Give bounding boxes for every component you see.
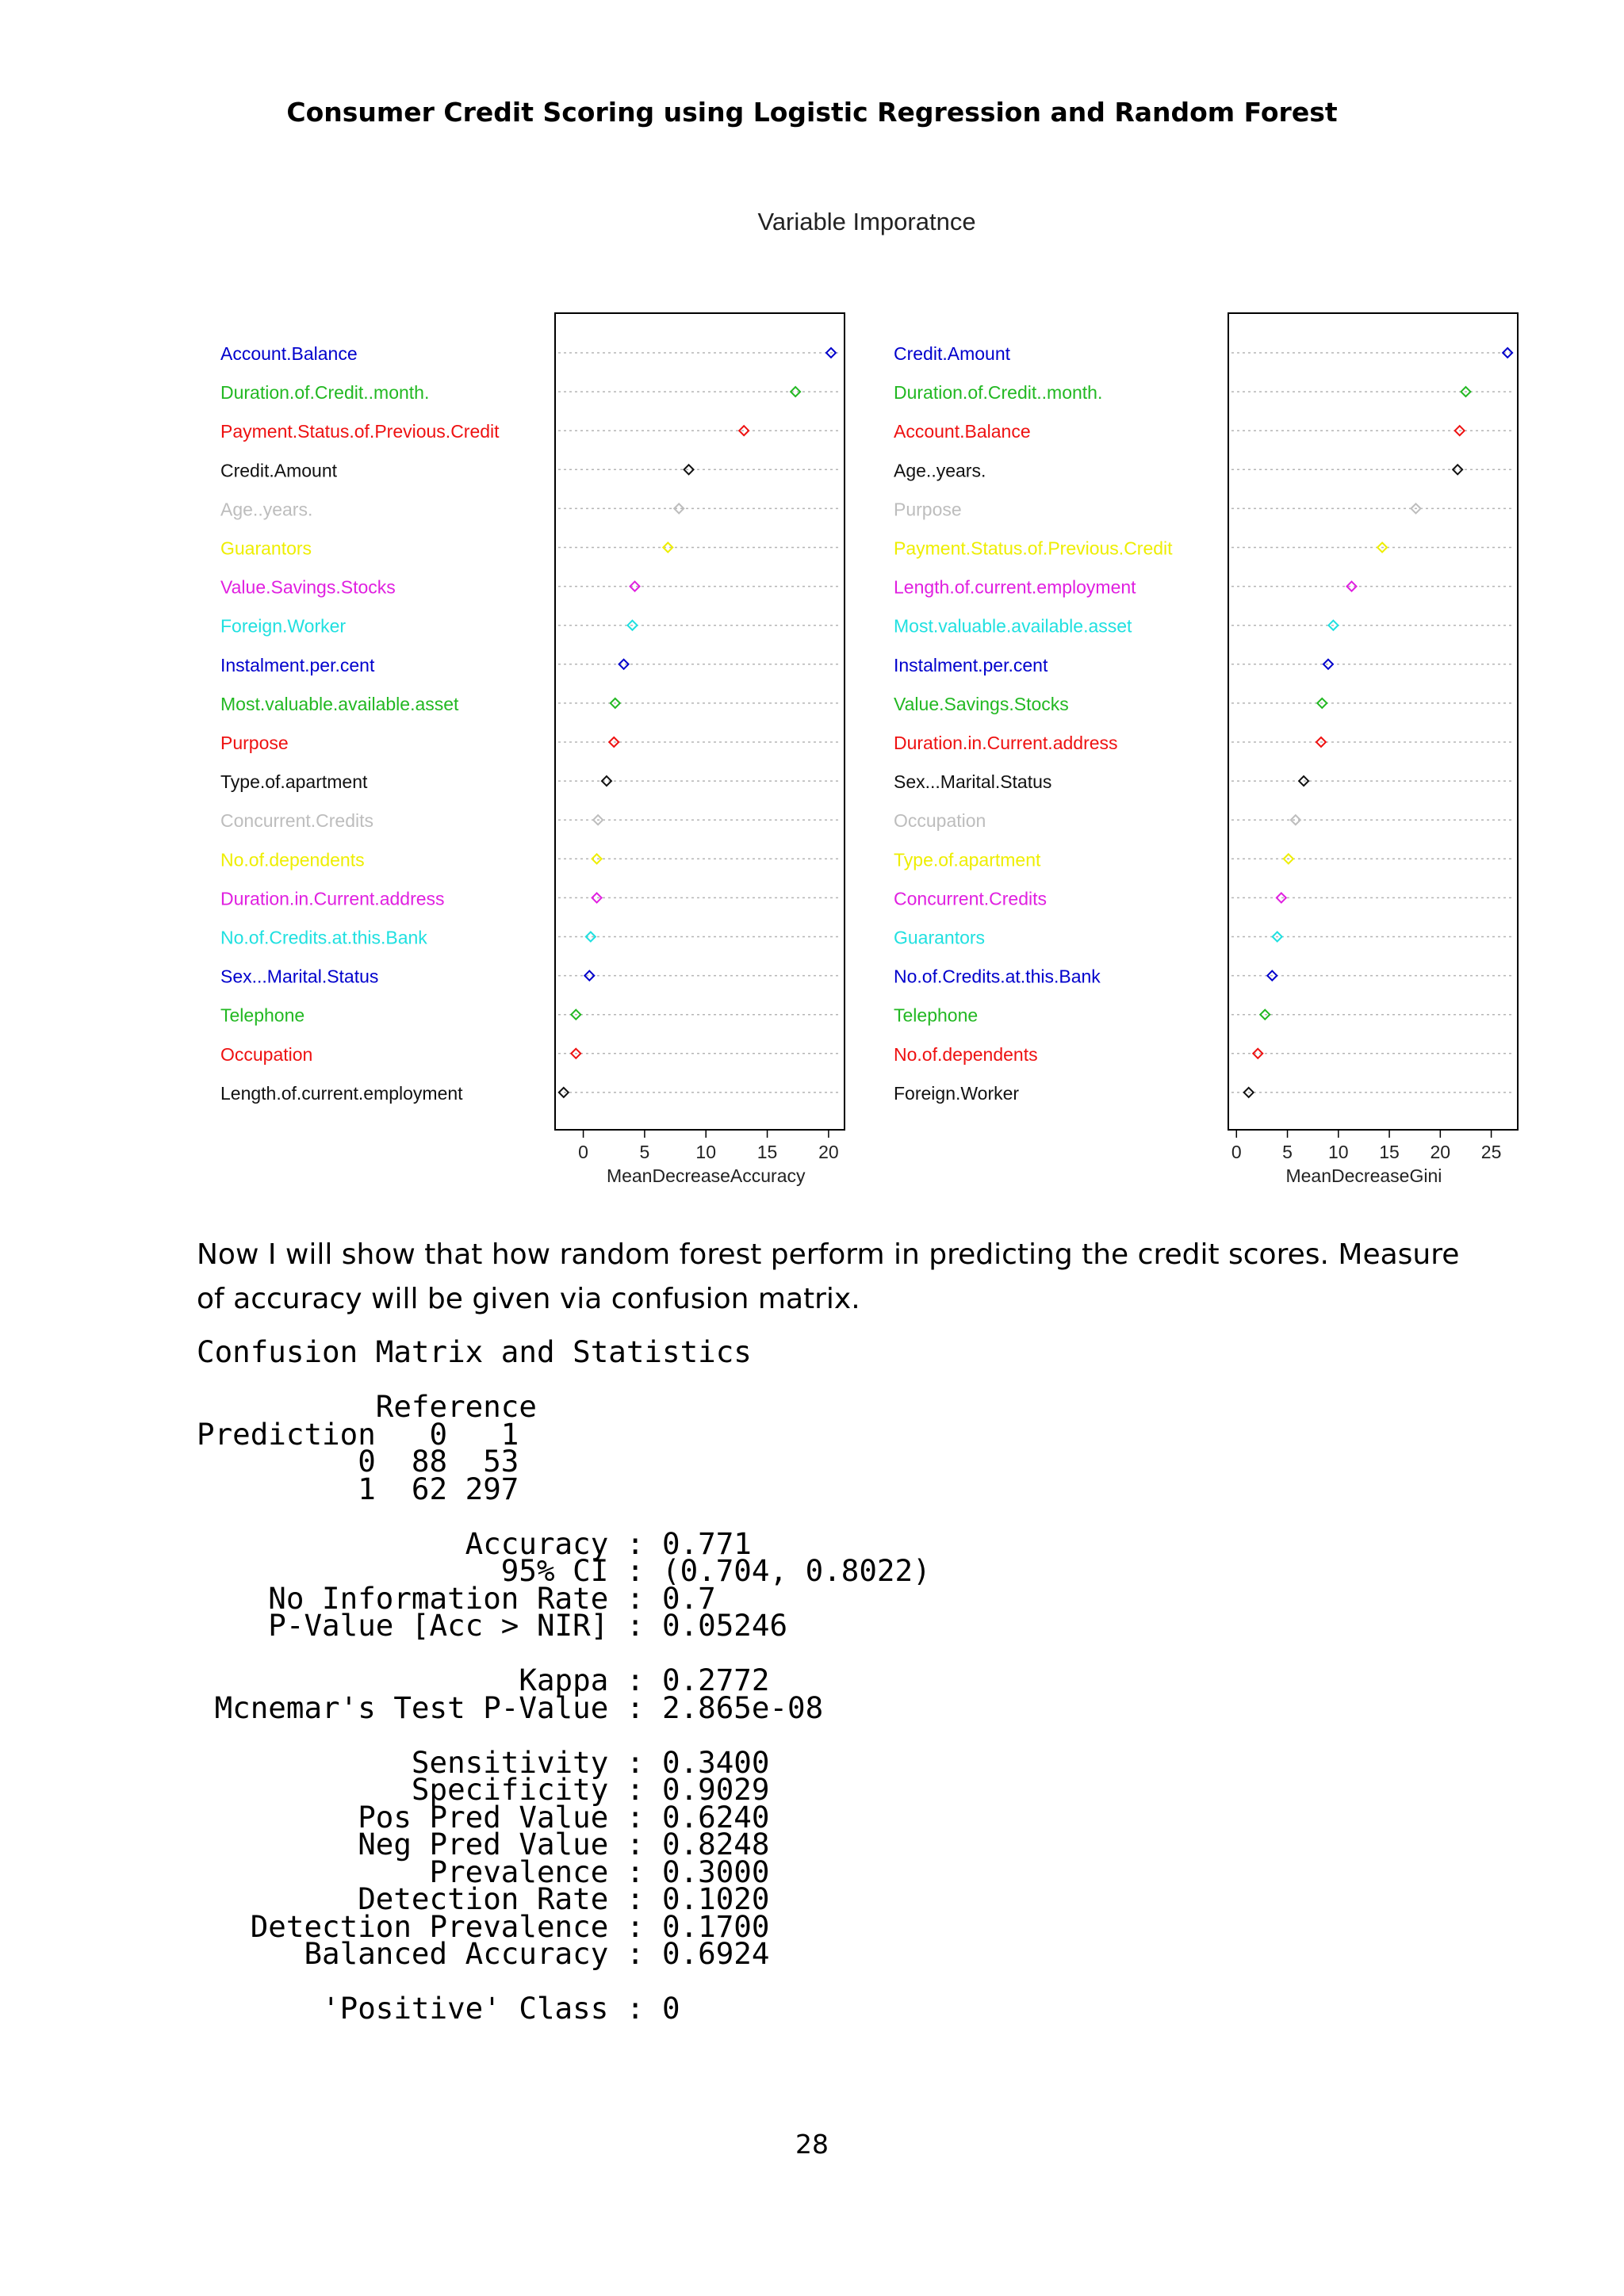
x-tick-label: 15 xyxy=(756,1142,778,1162)
variable-label: Guarantors xyxy=(220,538,312,559)
plot-frame xyxy=(1228,313,1518,1130)
positive-class xyxy=(197,1991,931,2026)
variable-label: Credit.Amount xyxy=(894,343,1011,364)
variable-label: Value.Savings.Stocks xyxy=(894,693,1069,714)
variable-label: No.of.dependents xyxy=(894,1043,1038,1065)
x-tick-label: 0 xyxy=(578,1142,588,1162)
variable-label: Foreign.Worker xyxy=(894,1082,1020,1104)
variable-label: Foreign.Worker xyxy=(220,615,347,637)
class-stats xyxy=(197,1744,931,1971)
variable-label: Concurrent.Credits xyxy=(894,888,1048,909)
stat-line: Prevalence : 0.3000 xyxy=(197,1854,770,1889)
stat-line: 95% CI : (0.704, 0.8022) xyxy=(197,1553,931,1588)
x-tick-label: 0 xyxy=(1231,1142,1242,1162)
variable-importance-figure xyxy=(0,190,1624,1221)
x-tick-label: 5 xyxy=(639,1142,650,1162)
matrix-line: 1 62 297 xyxy=(197,1471,519,1506)
variable-label: Duration.in.Current.address xyxy=(220,888,445,909)
stat-line: Detection Prevalence : 0.1700 xyxy=(197,1908,770,1944)
variable-label: Type.of.apartment xyxy=(894,849,1041,871)
accuracy-stats xyxy=(197,1525,931,1643)
stat-line: Kappa : 0.2772 xyxy=(197,1663,770,1697)
variable-label: Duration.of.Credit..month. xyxy=(220,382,430,404)
matrix-line: 0 88 53 xyxy=(197,1444,519,1479)
x-axis-label: MeanDecreaseAccuracy xyxy=(606,1165,806,1186)
variable-label: Instalment.per.cent xyxy=(220,654,375,675)
stat-line: 'Positive' Class : 0 xyxy=(197,1991,680,2026)
x-tick-label: 20 xyxy=(1430,1142,1451,1162)
variable-label: Sex...Marital.Status xyxy=(220,966,379,987)
variable-label: Credit.Amount xyxy=(220,460,338,481)
figure-title: Variable Imporatnce xyxy=(757,208,976,235)
variable-label: Occupation xyxy=(220,1043,313,1065)
stat-line: No Information Rate : 0.7 xyxy=(197,1580,716,1616)
variable-label: Duration.of.Credit..month. xyxy=(894,382,1103,404)
variable-label: Account.Balance xyxy=(894,421,1031,442)
x-tick-label: 25 xyxy=(1480,1142,1502,1162)
variable-label: Type.of.apartment xyxy=(220,771,368,793)
variable-label: Occupation xyxy=(894,810,986,832)
confusion-matrix xyxy=(197,1389,931,1506)
variable-label: Purpose xyxy=(894,499,962,520)
variable-label: Payment.Status.of.Previous.Credit xyxy=(894,538,1173,559)
variable-label: Value.Savings.Stocks xyxy=(220,576,396,598)
variable-label: No.of.Credits.at.this.Bank xyxy=(220,927,427,948)
variable-label: Account.Balance xyxy=(220,343,358,364)
variable-label: Telephone xyxy=(894,1004,979,1026)
variable-label: Length.of.current.employment xyxy=(220,1082,463,1104)
x-tick-label: 20 xyxy=(818,1142,839,1162)
running-header: Consumer Credit Scoring using Logistic Regression and Random Forest xyxy=(286,97,1338,128)
variable-label: Age..years. xyxy=(894,460,986,481)
variable-label: Length.of.current.employment xyxy=(894,576,1136,598)
variable-label: Most.valuable.available.asset xyxy=(220,693,459,714)
variable-label: Sex...Marital.Status xyxy=(894,771,1052,793)
matrix-line: Reference xyxy=(197,1389,537,1424)
body-paragraph: Now I will show that how random forest perform in predicting the credit scores. Measure of accuracy will be given via confusion matrix. xyxy=(197,1238,1460,1315)
variable-label: No.of.Credits.at.this.Bank xyxy=(894,966,1101,987)
stat-line: Specificity : 0.9029 xyxy=(197,1772,770,1807)
page-number: 28 xyxy=(795,2129,829,2160)
stat-line: Accuracy : 0.771 xyxy=(197,1525,752,1561)
stat-line: Neg Pred Value : 0.8248 xyxy=(197,1827,770,1862)
variable-label: No.of.dependents xyxy=(220,849,365,871)
variable-label: Duration.in.Current.address xyxy=(894,733,1118,753)
plot-frame xyxy=(555,313,845,1130)
stat-line: Mcnemar's Test P-Value : 2.865e-08 xyxy=(197,1689,824,1725)
x-tick-label: 10 xyxy=(1328,1142,1349,1162)
variable-label: Purpose xyxy=(220,733,289,753)
variable-label: Concurrent.Credits xyxy=(220,810,374,832)
variable-label: Telephone xyxy=(220,1004,305,1026)
variable-label: Instalment.per.cent xyxy=(894,654,1048,675)
stat-line: P-Value [Acc > NIR] : 0.05246 xyxy=(197,1608,788,1643)
x-axis-label: MeanDecreaseGini xyxy=(1285,1165,1442,1186)
matrix-line: Prediction 0 1 xyxy=(197,1416,519,1452)
variable-label: Guarantors xyxy=(894,927,986,948)
variable-label: Most.valuable.available.asset xyxy=(894,615,1132,637)
x-tick-label: 5 xyxy=(1282,1142,1293,1162)
variable-label: Payment.Status.of.Previous.Credit xyxy=(220,421,500,442)
stat-line: Detection Rate : 0.1020 xyxy=(197,1881,770,1916)
stat-line: Pos Pred Value : 0.6240 xyxy=(197,1799,770,1835)
stat-line: Sensitivity : 0.3400 xyxy=(197,1744,770,1780)
output-heading: Confusion Matrix and Statistics xyxy=(197,1334,752,1369)
x-tick-label: 10 xyxy=(695,1142,717,1162)
x-tick-label: 15 xyxy=(1379,1142,1400,1162)
kappa-stats xyxy=(197,1663,931,1725)
r-console-output xyxy=(197,1334,931,2026)
variable-label: Age..years. xyxy=(220,499,313,520)
stat-line: Balanced Accuracy : 0.6924 xyxy=(197,1936,770,1971)
